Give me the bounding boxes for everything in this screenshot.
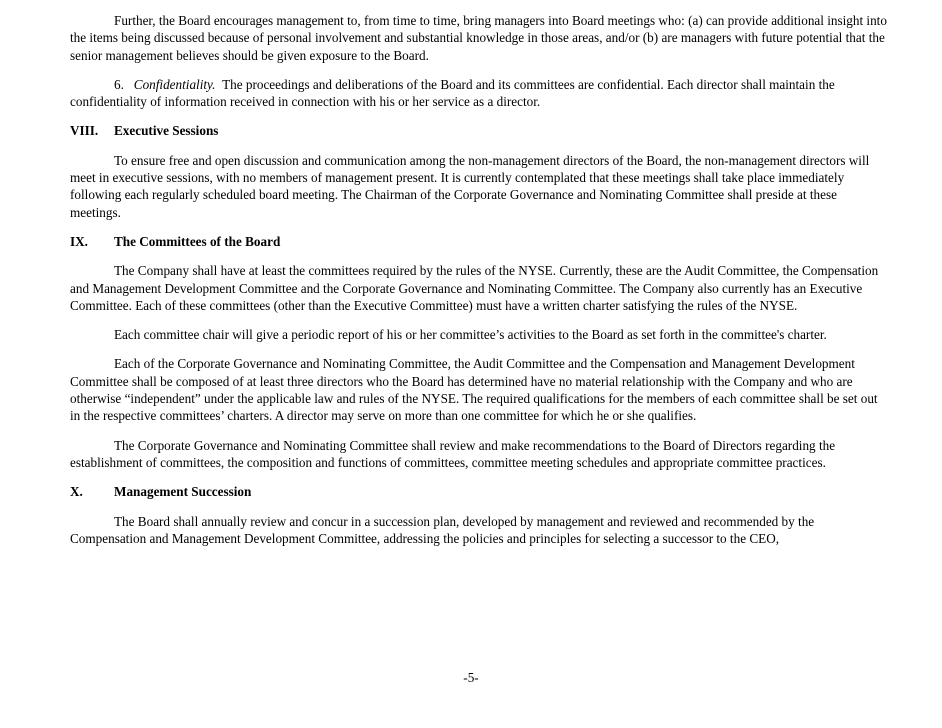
- section-title: Executive Sessions: [114, 123, 219, 139]
- paragraph-manager-attendance: Further, the Board encourages management to, from time to time, bring managers into Board meetings who: (a) can provide additional insight into the items being discussed because of personal involvement and substantial knowledge in those areas, and/or (b) are managers with future potential that the senior management believes should be given exposure to the Board.: [70, 13, 887, 63]
- section-title: Management Succession: [114, 484, 252, 500]
- document-page: [70, 12, 890, 559]
- section-heading-executive-sessions: [70, 122, 890, 139]
- section-heading-committees: [70, 233, 890, 250]
- item-text: The proceedings and deliberations of the Board and its committees are confidential. Each director shall maintain the confidentiality of information received in connection with his or her service as a director.: [70, 76, 835, 110]
- paragraph-committee-reports: Each committee chair will give a periodic report of his or her committee’s activities to the Board as set forth in the committee's charter.: [114, 327, 827, 343]
- paragraph-committee-review: The Corporate Governance and Nominating Committee shall review and make recommendations to the Board of Directors regarding the establishment of committees, the composition and functions of committees, committee meeting schedules and appropriate committee practices.: [70, 437, 836, 470]
- paragraph-confidentiality: [70, 76, 890, 111]
- item-title: Confidentiality.: [133, 76, 216, 92]
- paragraph-committee-composition: Each of the Corporate Governance and Nominating Committee, the Audit Committee and the Compensation and Management Development Committee shall be composed of at least three directors who the Board has determined have no material relationship with the Company and who are otherwise “independent” under the applicable law and rules of the NYSE. The required qualifications for the members of each committee shall be set out in the respective committees’ charters. A director may serve on more than one committee for which he or she qualifies.: [70, 356, 878, 424]
- item-number: 6.: [114, 76, 124, 92]
- paragraph-required-committees: The Company shall have at least the committees required by the rules of the NYSE. Currently, these are the Audit Committee, the Compensation and Management Development Committee and the Corporate Governance and Nominating Committee. The Company also currently has an Executive Committee. Each of these committees (other than the Executive Committee) must have a written charter satisfying the rules of the NYSE.: [70, 263, 879, 313]
- section-title: The Committees of the Board: [114, 233, 281, 249]
- paragraph-executive-sessions: To ensure free and open discussion and communication among the non-management directors of the Board, the non-management directors will meet in executive sessions, with no members of management present. It is currently contemplated that these meetings shall take place immediately following each regularly scheduled board meeting. The Chairman of the Corporate Governance and Nominating Committee shall preside at these meetings.: [70, 152, 870, 220]
- section-heading-management-succession: [70, 483, 890, 500]
- paragraph-succession-plan: The Board shall annually review and concur in a succession plan, developed by management and reviewed and recommended by the Compensation and Management Development Committee, addressing the policies and principles for selecting a successor to the CEO,: [70, 513, 815, 546]
- section-number: X.: [70, 484, 83, 500]
- page-number: -5-: [463, 670, 479, 685]
- section-number: IX.: [70, 233, 88, 249]
- section-number: VIII.: [70, 123, 99, 139]
